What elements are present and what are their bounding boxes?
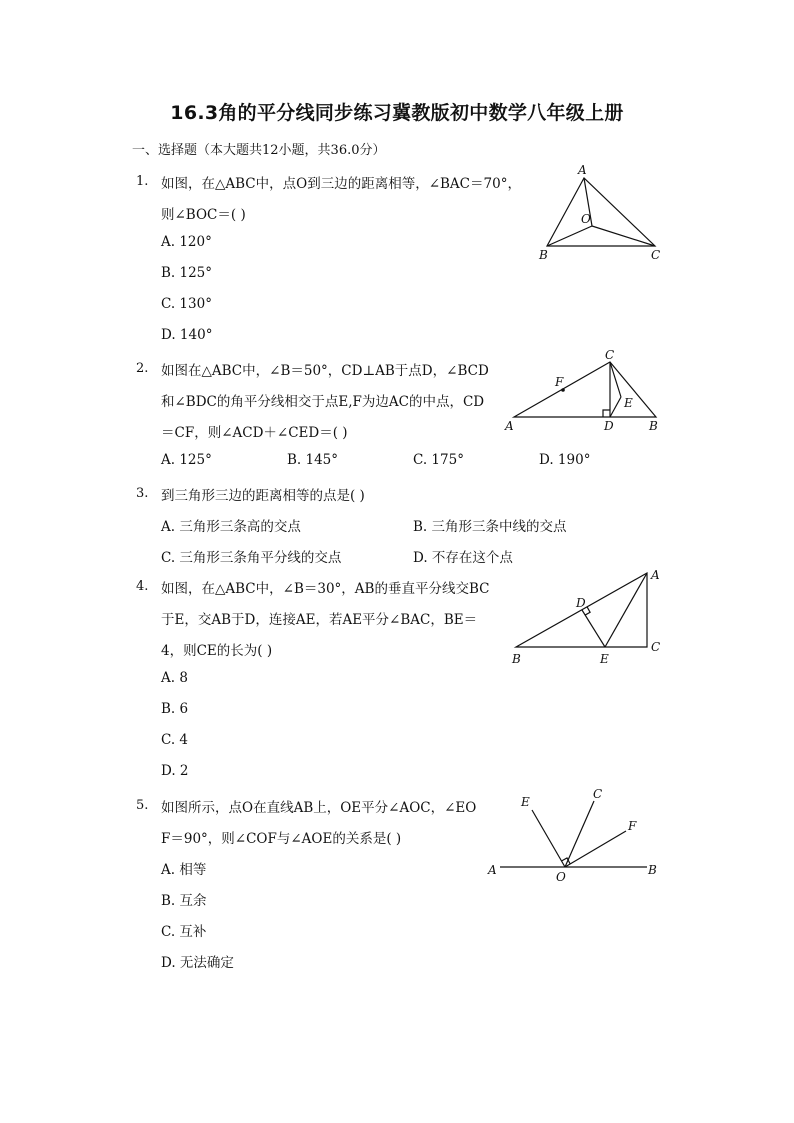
label-e: E xyxy=(521,795,530,809)
option-a[interactable]: A. 8 xyxy=(161,670,188,686)
option-b[interactable]: B. 6 xyxy=(161,701,189,717)
label-c: C xyxy=(605,348,615,362)
question-text-line: ＝CF，则∠ACD＋∠CED＝( ) xyxy=(161,425,348,441)
option-d[interactable]: D. 无法确定 xyxy=(161,955,234,971)
label-b: B xyxy=(539,248,548,262)
option-c[interactable]: C. 175° xyxy=(413,452,464,468)
option-c[interactable]: C. 4 xyxy=(161,732,189,748)
label-c: C xyxy=(593,787,603,801)
option-d[interactable]: D. 140° xyxy=(161,327,213,343)
triangle-figure-q1 xyxy=(530,160,670,265)
question-text-line: 4，则CE的长为( ) xyxy=(161,643,273,659)
label-a: A xyxy=(488,863,497,877)
question-text-line: 如图在△ABC中，∠B＝50°，CD⊥AB于点D，∠BCD xyxy=(161,363,489,379)
option-d[interactable]: D. 190° xyxy=(539,452,591,468)
option-d[interactable]: D. 不存在这个点 xyxy=(413,550,513,566)
option-b[interactable]: B. 互余 xyxy=(161,893,207,909)
question-number: 1. xyxy=(136,174,149,189)
question-text-line: 则∠BOC＝( ) xyxy=(161,207,246,223)
angle-figure-q5 xyxy=(485,785,665,885)
section-title: 一、选择题（本大题共12小题，共36.0分） xyxy=(132,143,386,158)
option-c[interactable]: C. 三角形三条角平分线的交点 xyxy=(161,550,342,566)
label-f: F xyxy=(628,819,637,833)
triangle-figure-q2 xyxy=(500,345,670,435)
option-a[interactable]: A. 120° xyxy=(161,234,212,250)
option-a[interactable]: A. 125° xyxy=(161,452,212,468)
label-a: A xyxy=(651,568,660,582)
label-b: B xyxy=(648,863,657,877)
option-a[interactable]: A. 相等 xyxy=(161,862,207,878)
question-text-line: 于E，交AB于D，连接AE，若AE平分∠BAC，BE＝ xyxy=(161,612,478,628)
label-f: F xyxy=(555,375,564,389)
page-title: 16.3角的平分线同步练习冀教版初中数学八年级上册 xyxy=(170,102,624,124)
triangle-figure-q4 xyxy=(505,565,670,670)
label-e: E xyxy=(600,652,609,666)
label-a: A xyxy=(505,419,514,433)
label-c: C xyxy=(651,640,661,654)
label-o: O xyxy=(581,212,591,226)
label-c: C xyxy=(651,248,661,262)
label-b: B xyxy=(649,419,658,433)
question-number: 5. xyxy=(136,798,149,813)
option-c[interactable]: C. 互补 xyxy=(161,924,207,940)
question-number: 3. xyxy=(136,486,149,501)
question-text-line: 如图，在△ABC中，点O到三边的距离相等，∠BAC＝70°， xyxy=(161,176,521,192)
option-d[interactable]: D. 2 xyxy=(161,763,189,779)
question-text-line: 如图，在△ABC中，∠B＝30°，AB的垂直平分线交BC xyxy=(161,581,490,597)
option-c[interactable]: C. 130° xyxy=(161,296,212,312)
label-d: D xyxy=(576,596,586,610)
label-b: B xyxy=(512,652,521,666)
option-a[interactable]: A. 三角形三条高的交点 xyxy=(161,519,301,535)
question-number: 4. xyxy=(136,579,149,594)
question-text-line: F＝90°，则∠COF与∠AOE的关系是( ) xyxy=(161,831,402,847)
question-text-line: 到三角形三边的距离相等的点是( ) xyxy=(161,488,365,504)
question-text-line: 和∠BDC的角平分线相交于点E,F为边AC的中点，CD xyxy=(161,394,485,410)
option-b[interactable]: B. 145° xyxy=(287,452,339,468)
label-e: E xyxy=(624,396,633,410)
label-o: O xyxy=(556,870,566,884)
option-b[interactable]: B. 125° xyxy=(161,265,213,281)
label-a: A xyxy=(578,163,587,177)
option-b[interactable]: B. 三角形三条中线的交点 xyxy=(413,519,567,535)
label-d: D xyxy=(604,419,614,433)
question-number: 2. xyxy=(136,361,149,376)
question-text-line: 如图所示，点O在直线AB上，OE平分∠AOC，∠EO xyxy=(161,800,477,816)
